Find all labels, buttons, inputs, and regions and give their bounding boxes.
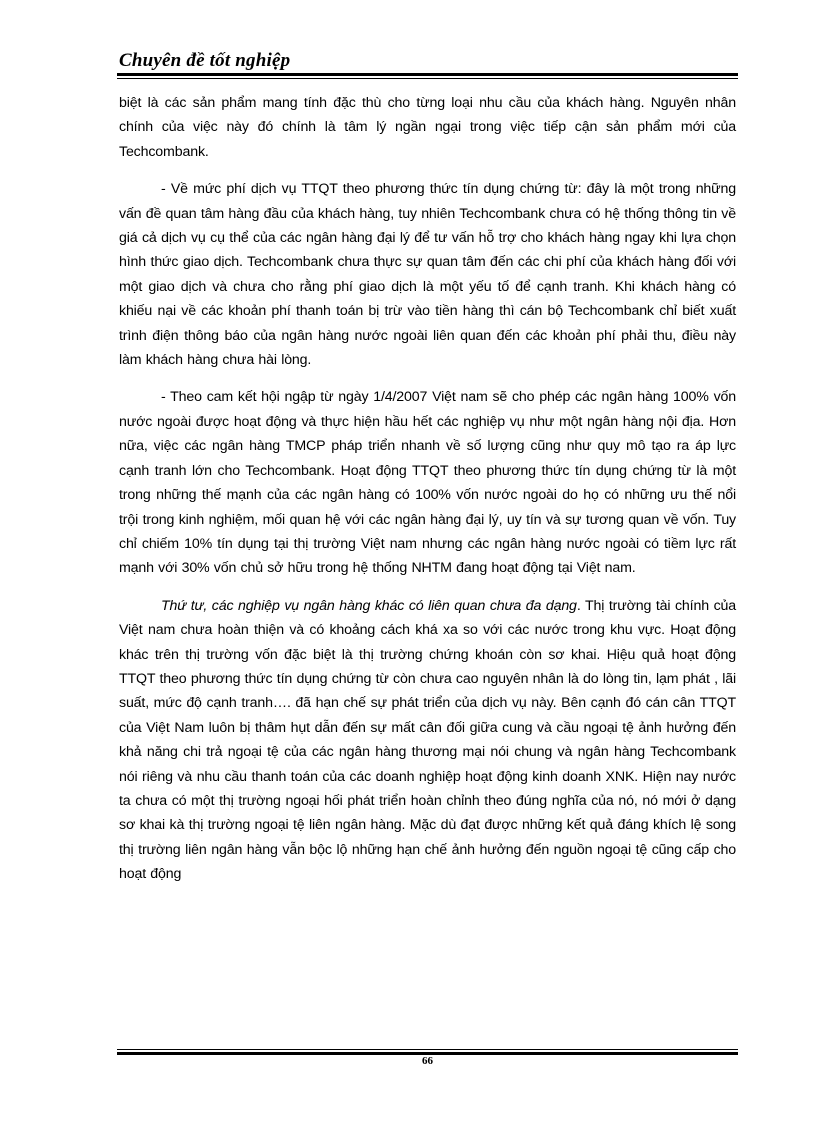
page-number: 66 [422,1055,433,1067]
document-header-title: Chuyên đề tốt nghiệp [119,50,291,71]
header-rule-thin [117,78,738,79]
paragraph-1: biệt là các sản phẩm mang tính đặc thù cho từng loại nhu cầu của khách hàng. Nguyên nhân chính của việc này đó chính là tâm lý ngần ngại trong việc tiếp cận sản phẩm mới của Techcombank. [119,95,736,160]
paragraph-4 [119,594,736,887]
paragraph-4-text: . Thị trường tài chính của Việt nam chưa hoàn thiện và có khoảng cách khá xa so với các nước trong khu vực. Hoạt động khác trên thị trường vốn đặc biệt là thị trường chứng khoán còn sơ khai. Hiệu quả hoạt động TTQT theo phương thức tín dụng chứng từ còn chưa cao nguyên nhân là do lòng tin, lạm phát , lãi suất, mức độ cạnh tranh…. đã hạn chế sự phát triển của dịch vụ này. Bên cạnh đó cán cân TTQT của Việt Nam luôn bị thâm hụt dẫn đến sự mất cân đối giữa cung và cầu ngoại tệ ảnh hưởng đến khả năng chi trả ngoại tệ của các ngân hàng thương mại nói chung và ngân hàng Techcombank nói riêng và nhu cầu thanh toán của các doanh nghiệp hoạt động kinh doanh XNK. Hiện nay nước ta chưa có một thị trường ngoại hối phát triển hoàn chỉnh theo đúng nghĩa của nó, nó mới ở dạng sơ khai kà thị trường ngoại tệ liên ngân hàng. Mặc dù đạt được những kết quả đáng khích lệ song thị trường liên ngân hàng vẫn bộc lộ những hạn chế ảnh hưởng đến nguồn ngoại tệ cũng cấp cho hoạt động [119,597,736,883]
footer-rule-thin [117,1049,738,1050]
document-body [119,91,736,900]
header-rule-thick [117,73,738,76]
paragraph-4-italic-lead: Thứ tư, các nghiệp vụ ngân hàng khác có liên quan chưa đa dạng [161,597,577,614]
paragraph-3: - Theo cam kết hội ngập từ ngày 1/4/2007 Việt nam sẽ cho phép các ngân hàng 100% vốn nước ngoài được hoạt động và thực hiện hầu hết các nghiệp vụ như một ngân hàng nội địa. Hơn nữa, việc các ngân hàng TMCP pháp triển nhanh về số lượng cũng như quy mô tạo ra áp lực cạnh tranh lớn cho Techcombank. Hoạt động TTQT theo phương thức tín dụng chứng từ là một trong những thế mạnh của các ngân hàng có 100% vốn nước ngoài do họ có những ưu thế nổi trội trong kinh nghiệm, mối quan hệ với các ngân hàng đại lý, uy tín và sự tương quan về vốn. Tuy chỉ chiếm 10% tín dụng tại thị trường Việt nam nhưng các ngân hàng nước ngoài có tiềm lực rất mạnh với 30% vốn chủ sở hữu trong hệ thống NHTM đang hoạt động tại Việt nam. [119,389,736,577]
paragraph-2: - Về mức phí dịch vụ TTQT theo phương thức tín dụng chứng từ: đây là một trong những vấn đề quan tâm hàng đầu của khách hàng, tuy nhiên Techcombank chưa có hệ thống thông tin về giá cả dịch vụ cụ thể của các ngân hàng đại lý để tư vấn hỗ trợ cho khách hàng ngay khi lựa chọn hình thức giao dịch. Techcombank chưa thực sự quan tâm đến các chi phí của khách hàng đối với một giao dịch và chưa cho rằng phí giao dịch là một yếu tố để cạnh tranh. Khi khách hàng có khiếu nại về các khoản phí thanh toán bị trừ vào tiền hàng thì cán bộ Techcombank chỉ biết xuất trình điện thông báo của ngân hàng nước ngoài liên quan đến các khoản phí phải thu, điều này làm khách hàng chưa hài lòng. [119,181,736,369]
